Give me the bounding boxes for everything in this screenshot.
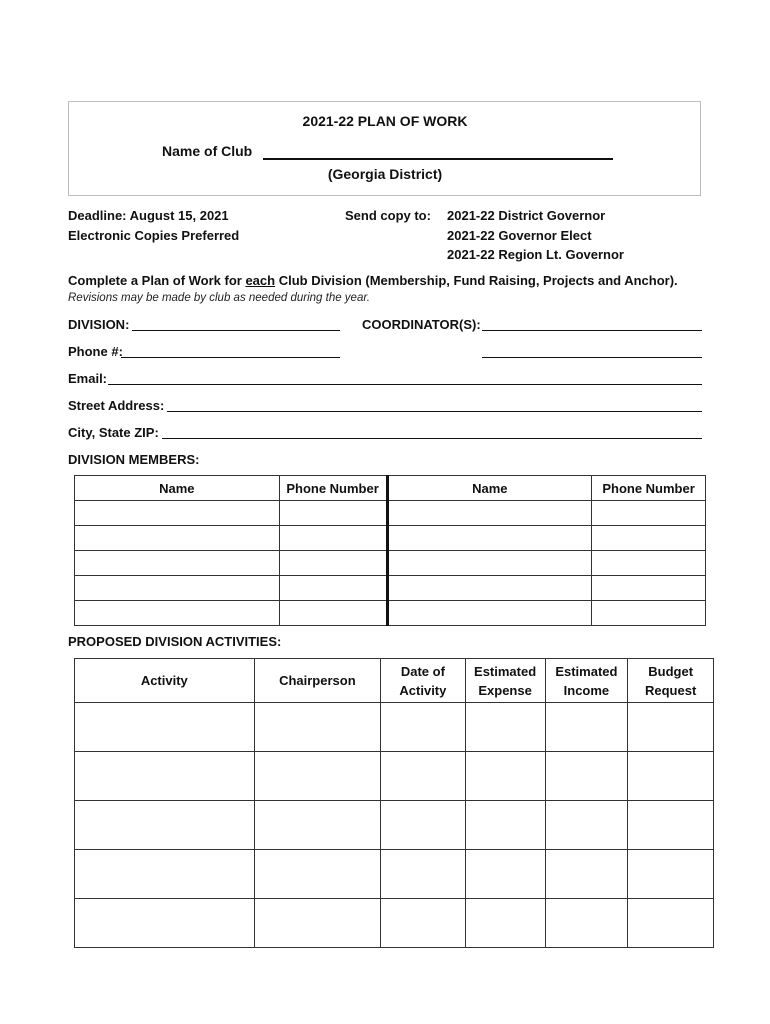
activity-cell[interactable] <box>75 850 255 899</box>
table-row <box>75 850 714 899</box>
phone-label: Phone #: <box>68 344 123 359</box>
income-cell[interactable] <box>545 850 628 899</box>
city-state-zip-label: City, State ZIP: <box>68 425 159 440</box>
date-cell[interactable] <box>381 899 466 948</box>
activities-header-row <box>75 659 714 703</box>
expense-cell[interactable] <box>465 850 545 899</box>
budget-cell[interactable] <box>628 899 714 948</box>
income-cell[interactable] <box>545 899 628 948</box>
date-cell[interactable] <box>381 703 466 752</box>
member-phone-cell[interactable] <box>592 501 706 526</box>
budget-cell[interactable] <box>628 752 714 801</box>
member-phone-cell[interactable] <box>279 551 387 576</box>
member-phone-cell[interactable] <box>592 551 706 576</box>
income-cell[interactable] <box>545 801 628 850</box>
chairperson-cell[interactable] <box>254 850 380 899</box>
member-name-cell[interactable] <box>387 501 592 526</box>
recipient-governor-elect: 2021-22 Governor Elect <box>447 228 592 243</box>
member-phone-cell[interactable] <box>279 601 387 626</box>
chairperson-cell[interactable] <box>254 752 380 801</box>
club-name-label: Name of Club <box>162 143 253 159</box>
electronic-copies-text: Electronic Copies Preferred <box>68 228 240 243</box>
member-phone-cell[interactable] <box>592 601 706 626</box>
member-name-cell[interactable] <box>75 601 280 626</box>
member-name-cell[interactable] <box>387 526 592 551</box>
city-state-zip-field[interactable] <box>162 438 702 439</box>
member-name-cell[interactable] <box>387 551 592 576</box>
table-row <box>75 526 706 551</box>
recipient-region-lt-governor: 2021-22 Region Lt. Governor <box>447 247 624 262</box>
member-phone-cell[interactable] <box>279 501 387 526</box>
col-budget-request: Budget Request <box>628 659 714 703</box>
table-row <box>75 576 706 601</box>
table-row <box>75 551 706 576</box>
division-field[interactable] <box>132 330 340 331</box>
members-header-row <box>75 476 706 501</box>
table-row <box>75 752 714 801</box>
proposed-activities-heading: PROPOSED DIVISION ACTIVITIES: <box>68 634 282 649</box>
budget-cell[interactable] <box>628 801 714 850</box>
coordinators-field[interactable] <box>482 330 702 331</box>
instructions-text: Complete a Plan of Work for each Club Division (Membership, Fund Raising, Projects and Anchor). <box>68 273 678 288</box>
col-date-of-activity: Date of Activity <box>381 659 466 703</box>
expense-cell[interactable] <box>465 703 545 752</box>
street-address-label: Street Address: <box>68 398 165 413</box>
expense-cell[interactable] <box>465 752 545 801</box>
table-row <box>75 703 714 752</box>
street-address-field[interactable] <box>167 411 702 412</box>
expense-cell[interactable] <box>465 899 545 948</box>
activities-table <box>74 658 714 948</box>
table-row <box>75 501 706 526</box>
member-name-cell[interactable] <box>75 501 280 526</box>
col-name: Name <box>75 476 280 501</box>
phone-field[interactable] <box>121 357 340 358</box>
date-cell[interactable] <box>381 850 466 899</box>
member-name-cell[interactable] <box>75 576 280 601</box>
col-name-2: Name <box>387 476 592 501</box>
budget-cell[interactable] <box>628 850 714 899</box>
club-name-field[interactable] <box>263 158 613 160</box>
date-cell[interactable] <box>381 801 466 850</box>
send-copy-label: Send copy to: <box>345 208 431 223</box>
budget-cell[interactable] <box>628 703 714 752</box>
col-estimated-expense: Estimated Expense <box>465 659 545 703</box>
member-phone-cell[interactable] <box>279 526 387 551</box>
instructions-emphasis: each <box>245 273 276 288</box>
col-chairperson: Chairperson <box>254 659 380 703</box>
member-phone-cell[interactable] <box>592 526 706 551</box>
member-name-cell[interactable] <box>75 526 280 551</box>
form-title: 2021-22 PLAN OF WORK <box>302 113 468 129</box>
expense-cell[interactable] <box>465 801 545 850</box>
table-row <box>75 801 714 850</box>
members-table <box>74 475 706 626</box>
email-field[interactable] <box>108 384 702 385</box>
table-row <box>75 899 714 948</box>
district-label: (Georgia District) <box>327 166 443 182</box>
col-phone-number: Phone Number <box>279 476 387 501</box>
member-name-cell[interactable] <box>387 601 592 626</box>
activity-cell[interactable] <box>75 801 255 850</box>
col-activity: Activity <box>75 659 255 703</box>
coordinators-label: COORDINATOR(S): <box>362 317 481 332</box>
income-cell[interactable] <box>545 703 628 752</box>
activity-cell[interactable] <box>75 752 255 801</box>
member-name-cell[interactable] <box>387 576 592 601</box>
income-cell[interactable] <box>545 752 628 801</box>
chairperson-cell[interactable] <box>254 703 380 752</box>
member-name-cell[interactable] <box>75 551 280 576</box>
col-estimated-income: Estimated Income <box>545 659 628 703</box>
date-cell[interactable] <box>381 752 466 801</box>
member-phone-cell[interactable] <box>279 576 387 601</box>
activity-cell[interactable] <box>75 703 255 752</box>
division-label: DIVISION: <box>68 317 130 332</box>
division-members-heading: DIVISION MEMBERS: <box>68 452 200 467</box>
coordinators-field-2[interactable] <box>482 357 702 358</box>
activity-cell[interactable] <box>75 899 255 948</box>
chairperson-cell[interactable] <box>254 899 380 948</box>
revisions-note: Revisions may be made by club as needed during the year. <box>68 292 370 304</box>
recipient-district-governor: 2021-22 District Governor <box>447 208 606 223</box>
member-phone-cell[interactable] <box>592 576 706 601</box>
chairperson-cell[interactable] <box>254 801 380 850</box>
col-phone-number-2: Phone Number <box>592 476 706 501</box>
table-row <box>75 601 706 626</box>
email-label: Email: <box>68 371 108 386</box>
deadline-text: Deadline: August 15, 2021 <box>68 208 229 223</box>
